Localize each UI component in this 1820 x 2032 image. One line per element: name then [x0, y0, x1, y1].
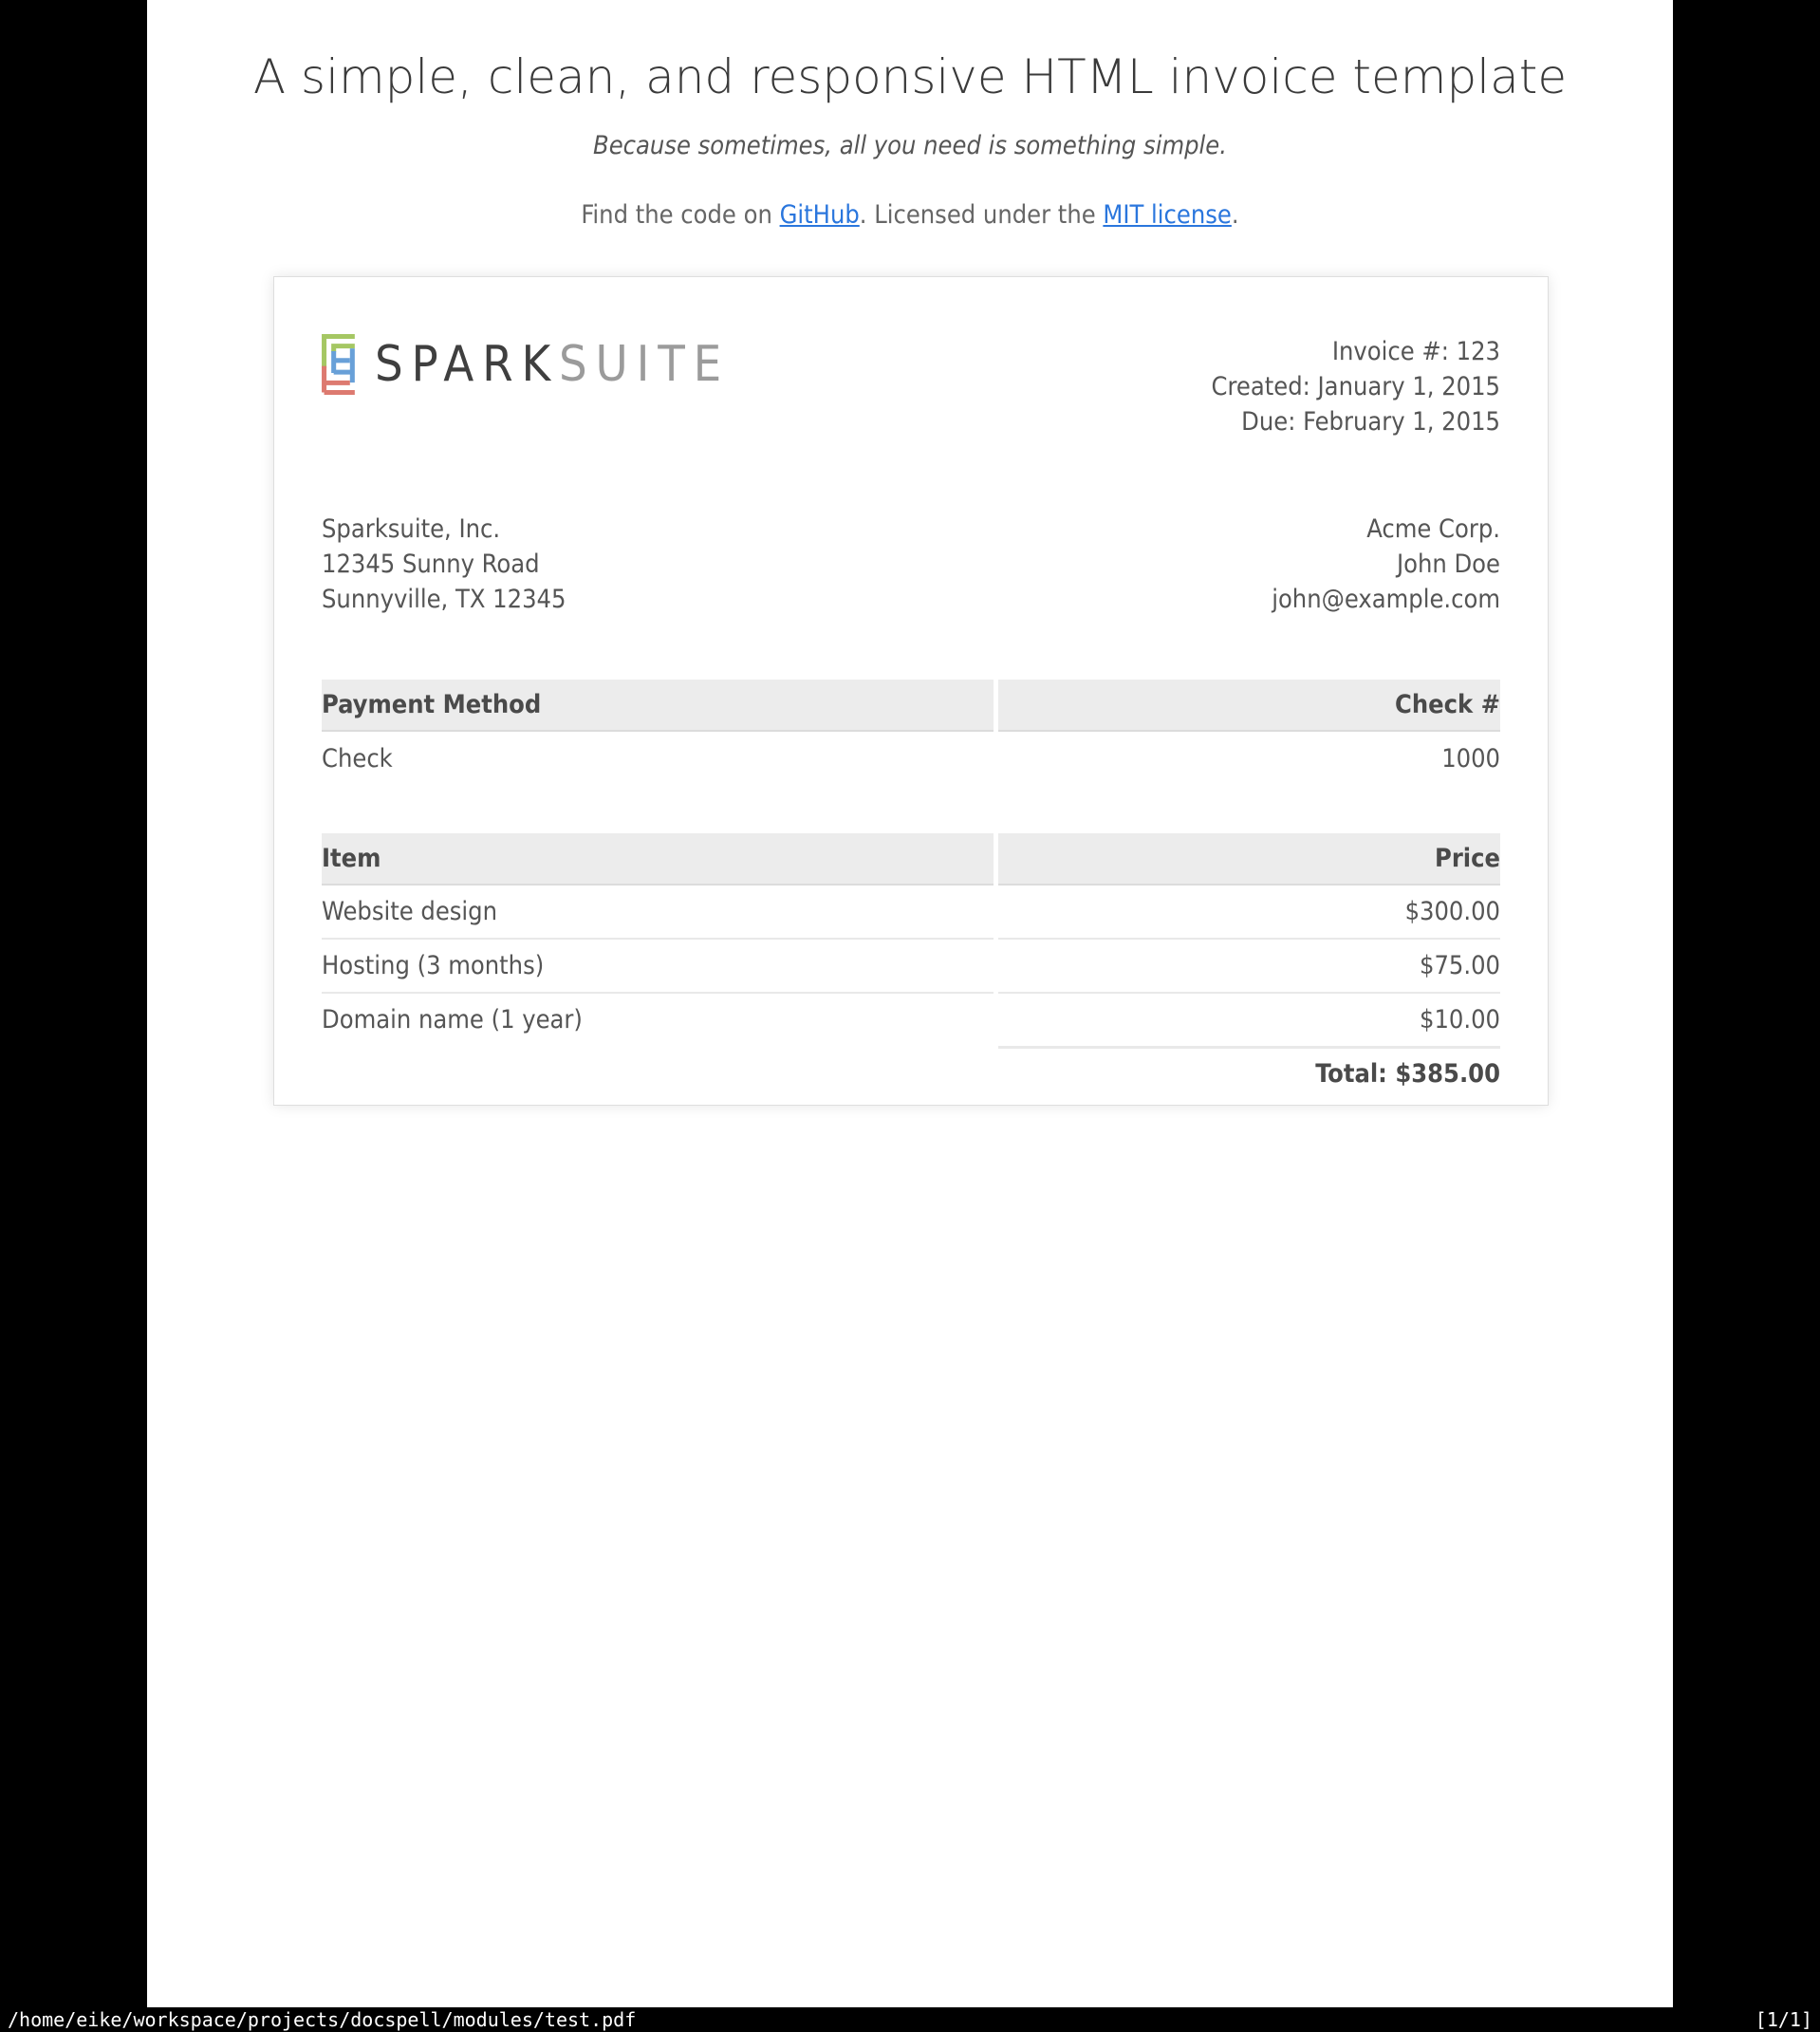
items-table	[322, 833, 1500, 1091]
payment-method-header: Payment Method	[322, 680, 994, 732]
mit-license-link[interactable]: MIT license	[1103, 200, 1232, 230]
pdf-page	[147, 0, 1673, 2007]
seller-name: Sparksuite, Inc.	[322, 514, 501, 544]
item-row	[322, 994, 1500, 1046]
total-row	[322, 1046, 1500, 1091]
item-price: $75.00	[998, 940, 1500, 994]
item-price: $10.00	[1420, 1005, 1500, 1035]
page-subtitle: Because sometimes, all you need is something simple.	[593, 131, 1227, 160]
item-label: Hosting (3 months)	[322, 940, 994, 994]
links-line	[147, 200, 1673, 230]
payment-method-value: Check	[322, 744, 393, 774]
statusbar-file-path: /home/eike/workspace/projects/docspell/modules/test.pdf	[8, 2008, 637, 2031]
total-spacer	[322, 1046, 994, 1091]
buyer-email: john@example.com	[1272, 585, 1500, 614]
page-title: A simple, clean, and responsive HTML invoice template	[252, 49, 1568, 104]
buyer-contact: John Doe	[1396, 550, 1500, 579]
invoice-top-row	[322, 334, 1500, 439]
items-table-header	[322, 833, 1500, 886]
logo-word-spark: SPARK	[375, 336, 559, 393]
links-middle: . Licensed under the	[859, 200, 1104, 230]
sparksuite-logo-icon	[322, 334, 356, 395]
item-row	[322, 886, 1500, 940]
invoice-number: Invoice #: 123	[1331, 337, 1500, 366]
invoice-meta	[1212, 334, 1500, 439]
seller-city: Sunnyville, TX 12345	[322, 585, 566, 614]
check-number-header: Check #	[998, 680, 1500, 732]
check-number-value: 1000	[1441, 744, 1500, 774]
github-link[interactable]: GitHub	[779, 200, 860, 230]
links-suffix: .	[1231, 200, 1239, 230]
sparksuite-logo-text	[375, 334, 730, 395]
buyer-address	[1272, 512, 1500, 617]
viewer-statusbar	[0, 2007, 1820, 2032]
payment-table-header	[322, 680, 1500, 732]
item-price: $300.00	[998, 886, 1500, 940]
seller-address	[322, 512, 566, 617]
invoice-addresses-row	[322, 512, 1500, 617]
payment-table-row	[322, 732, 1500, 805]
invoice-total: Total: $385.00	[998, 1046, 1500, 1091]
statusbar-page-indicator: [1/1]	[1755, 2008, 1812, 2031]
payment-table	[322, 680, 1500, 805]
item-label: Domain name (1 year)	[322, 1005, 583, 1035]
price-column-header: Price	[998, 833, 1500, 886]
document-header	[147, 49, 1673, 230]
invoice-box	[273, 276, 1549, 1106]
invoice-created-date: Created: January 1, 2015	[1211, 372, 1500, 401]
links-prefix: Find the code on	[581, 200, 780, 230]
item-row	[322, 940, 1500, 994]
sparksuite-logo	[322, 334, 730, 395]
buyer-company: Acme Corp.	[1366, 514, 1500, 544]
item-column-header: Item	[322, 833, 994, 886]
invoice-due-date: Due: February 1, 2015	[1241, 407, 1500, 437]
item-label: Website design	[322, 886, 994, 940]
seller-street: 12345 Sunny Road	[322, 550, 540, 579]
logo-word-suite: SUITE	[558, 336, 731, 393]
